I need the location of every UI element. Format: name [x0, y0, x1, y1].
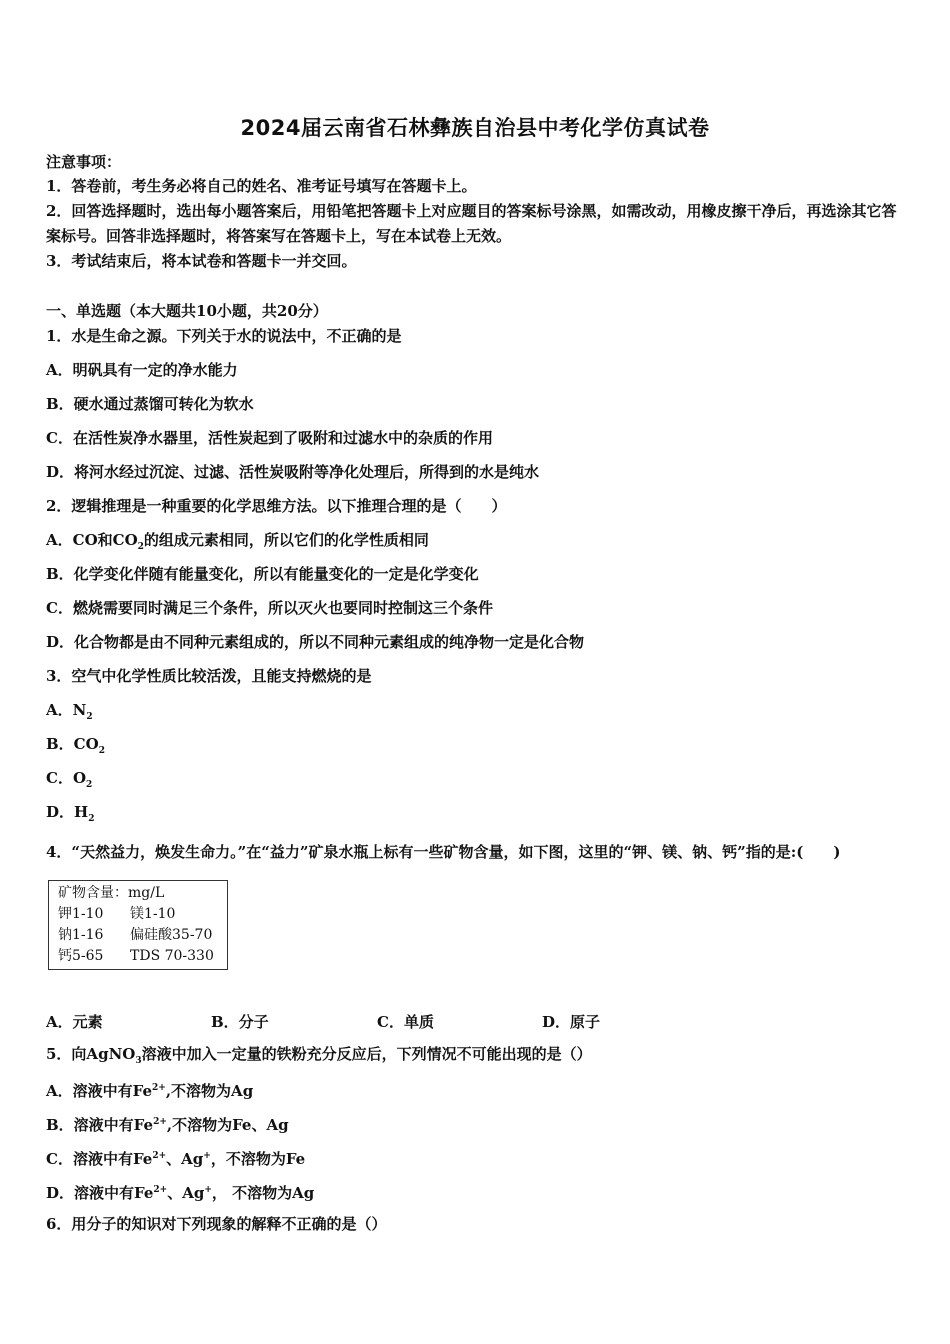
notice-heading: 注意事项：	[46, 153, 122, 171]
question-4-option-d[interactable]: D．原子	[542, 1013, 601, 1031]
question-2-option-c[interactable]: C．燃烧需要同时满足三个条件，所以灭火也要同时控制这三个条件	[46, 599, 493, 617]
question-3-option-d[interactable]: D．$H_2$	[46, 803, 95, 824]
notice-item-3: 3．考试结束后，将本试卷和答题卡一并交回。	[46, 252, 357, 270]
question-3-option-a[interactable]: A．$N_2$	[46, 701, 93, 722]
mineral-table-row-1: 钾1-10 镁1-10	[58, 906, 176, 922]
question-2-stem: 2．逻辑推理是一种重要的化学思维方法。以下推理合理的是（ ）	[46, 497, 507, 515]
question-1-option-a[interactable]: A．明矾具有一定的净水能力	[46, 361, 238, 379]
page-title: 2024届云南省石林彝族自治县中考化学仿真试卷	[240, 116, 710, 140]
mineral-table-row-3: 钙5-65 TDS 70-330	[58, 948, 214, 964]
question-4-option-a[interactable]: A．元素	[46, 1013, 103, 1031]
question-2-option-b[interactable]: B．化学变化伴随有能量变化，所以有能量变化的一定是化学变化	[46, 565, 479, 583]
question-5-option-a[interactable]: A．溶液中有$Fe^{2+}$,不溶物为Ag	[46, 1082, 254, 1100]
question-4-options	[46, 1011, 906, 1029]
question-5-option-c[interactable]: C．溶液中有$Fe^{2+}$、Ag+，不溶物为Fe	[46, 1150, 306, 1168]
question-4-stem: 4．“天然益力，焕发生命力。”在“益力”矿泉水瓶上标有一些矿物含量，如下图，这里的“钾、镁、钠、钙”指的是:( )	[46, 843, 841, 861]
section-heading: 一、单选题（本大题共10小题，共20分）	[46, 302, 328, 320]
mineral-table-header: 矿物含量：mg/L	[58, 885, 165, 901]
question-4-option-c[interactable]: C．单质	[377, 1013, 434, 1031]
question-4-option-b[interactable]: B．分子	[211, 1013, 269, 1031]
question-1-option-c[interactable]: C．在活性炭净水器里，活性炭起到了吸附和过滤水中的杂质的作用	[46, 429, 493, 447]
question-3-stem: 3．空气中化学性质比较活泼，且能支持燃烧的是	[46, 667, 372, 685]
question-3-option-b[interactable]: B．$CO_2$	[46, 735, 105, 756]
question-5-option-b[interactable]: B．溶液中有$Fe^{2+}$,不溶物为Fe、Ag	[46, 1116, 289, 1134]
question-2-option-a[interactable]: A．CO和$CO_2$的组成元素相同，所以它们的化学性质相同	[46, 531, 429, 552]
question-2-option-d[interactable]: D．化合物都是由不同种元素组成的，所以不同种元素组成的纯净物一定是化合物	[46, 633, 585, 651]
question-6-stem: 6．用分子的知识对下列现象的解释不正确的是（）	[46, 1215, 387, 1233]
question-5-option-d[interactable]: D．溶液中有$Fe^{2+}$、Ag+， 不溶物为Ag	[46, 1184, 315, 1202]
mineral-table-row-2: 钠1-16 偏硅酸35-70	[58, 927, 213, 943]
mineral-content-table	[48, 880, 228, 970]
notice-item-2: 2．回答选择题时，选出每小题答案后，用铅笔把答题卡上对应题目的答案标号涂黑，如需改动，用橡皮擦干净后，再选涂其它答案标号。回答非选择题时，将答案写在答题卡上，写在本试卷上无效。	[46, 202, 897, 245]
question-1-option-d[interactable]: D．将河水经过沉淀、过滤、活性炭吸附等净化处理后，所得到的水是纯水	[46, 463, 540, 481]
question-3-option-c[interactable]: C．$O_2$	[46, 769, 93, 790]
notice-item-1: 1．答卷前，考生务必将自己的姓名、准考证号填写在答题卡上。	[46, 177, 477, 195]
question-1-option-b[interactable]: B．硬水通过蒸馏可转化为软水	[46, 395, 254, 413]
question-1-stem: 1．水是生命之源。下列关于水的说法中，不正确的是	[46, 327, 402, 345]
question-5-stem: 5．向AgNO$_3$溶液中加入一定量的铁粉充分反应后，下列情况不可能出现的是（）	[46, 1045, 592, 1066]
